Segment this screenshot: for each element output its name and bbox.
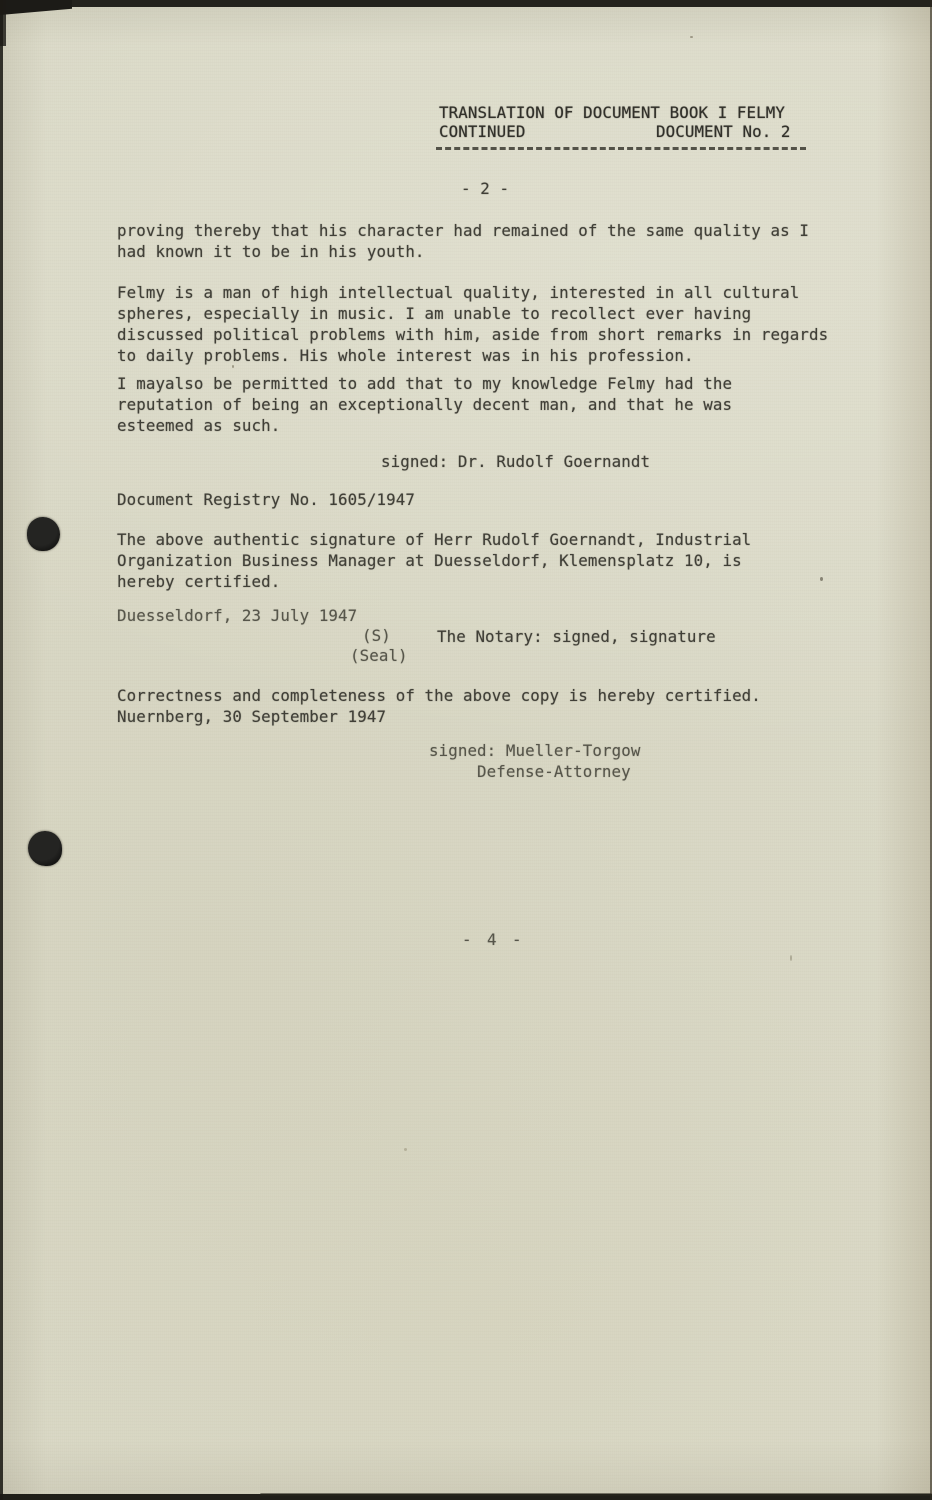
hole-punch xyxy=(27,517,60,551)
scan-edge-left-top xyxy=(0,0,6,46)
paper-speck xyxy=(404,1148,407,1151)
paper-speck xyxy=(790,955,792,961)
paragraph-correctness xyxy=(117,685,761,727)
signature-mueller-torgow: signed: Mueller-Torgow xyxy=(429,741,641,760)
text-line: I mayalso be permitted to add that to my knowledge Felmy had the xyxy=(117,374,733,393)
scan-edge-top-left xyxy=(0,0,72,15)
text-line: to daily problems. His whole interest was in his profession. xyxy=(117,346,694,365)
text-line: Organization Business Manager at Duesseldorf, Klemensplatz 10, is xyxy=(117,551,742,570)
signature-mark: (S) xyxy=(362,626,391,645)
text-line: reputation of being an exceptionally decent man, and that he was xyxy=(117,395,733,414)
text-line: had known it to be in his youth. xyxy=(117,242,425,261)
document-registry-number: Document Registry No. 1605/1947 xyxy=(117,490,415,509)
paragraph-character-description xyxy=(117,282,828,366)
text-line: spheres, especially in music. I am unable to recollect ever having xyxy=(117,304,752,323)
text-line: Nuernberg, 30 September 1947 xyxy=(117,707,387,726)
signature-goernandt: signed: Dr. Rudolf Goernandt xyxy=(381,452,651,471)
paragraph-continuation xyxy=(117,220,809,262)
header-rule xyxy=(436,147,806,150)
document-header-continued: CONTINUED xyxy=(439,122,526,141)
dateline-duesseldorf: Duesseldorf, 23 July 1947 xyxy=(117,606,358,625)
scan-edge-top xyxy=(0,0,932,7)
page-number-top: - 2 - xyxy=(461,179,510,198)
page-number-bottom: - 4 - xyxy=(462,930,525,949)
signature-title-defense-attorney: Defense-Attorney xyxy=(477,762,631,781)
paper-speck xyxy=(820,577,823,581)
paper-speck xyxy=(690,36,693,38)
text-line: hereby certified. xyxy=(117,572,281,591)
document-header-title: TRANSLATION OF DOCUMENT BOOK I FELMY xyxy=(439,103,785,122)
document-header-number: DOCUMENT No. 2 xyxy=(656,122,791,141)
scan-edge-left xyxy=(0,0,3,1500)
text-line: esteemed as such. xyxy=(117,416,281,435)
hole-punch xyxy=(28,831,62,866)
notary-attestation: The Notary: signed, signature xyxy=(437,627,716,646)
text-line: Correctness and completeness of the above copy is hereby certified. xyxy=(117,686,761,705)
paragraph-reputation xyxy=(117,373,732,436)
scan-edge-bottom-shadow xyxy=(260,1493,932,1496)
text-line: discussed political problems with him, aside from short remarks in regards xyxy=(117,325,829,344)
text-line: The above authentic signature of Herr Rudolf Goernandt, Industrial xyxy=(117,530,752,549)
seal-mark: (Seal) xyxy=(350,646,408,665)
text-line: Felmy is a man of high intellectual quality, interested in all cultural xyxy=(117,283,800,302)
text-line: proving thereby that his character had remained of the same quality as I xyxy=(117,221,809,240)
paragraph-certification xyxy=(117,529,751,592)
